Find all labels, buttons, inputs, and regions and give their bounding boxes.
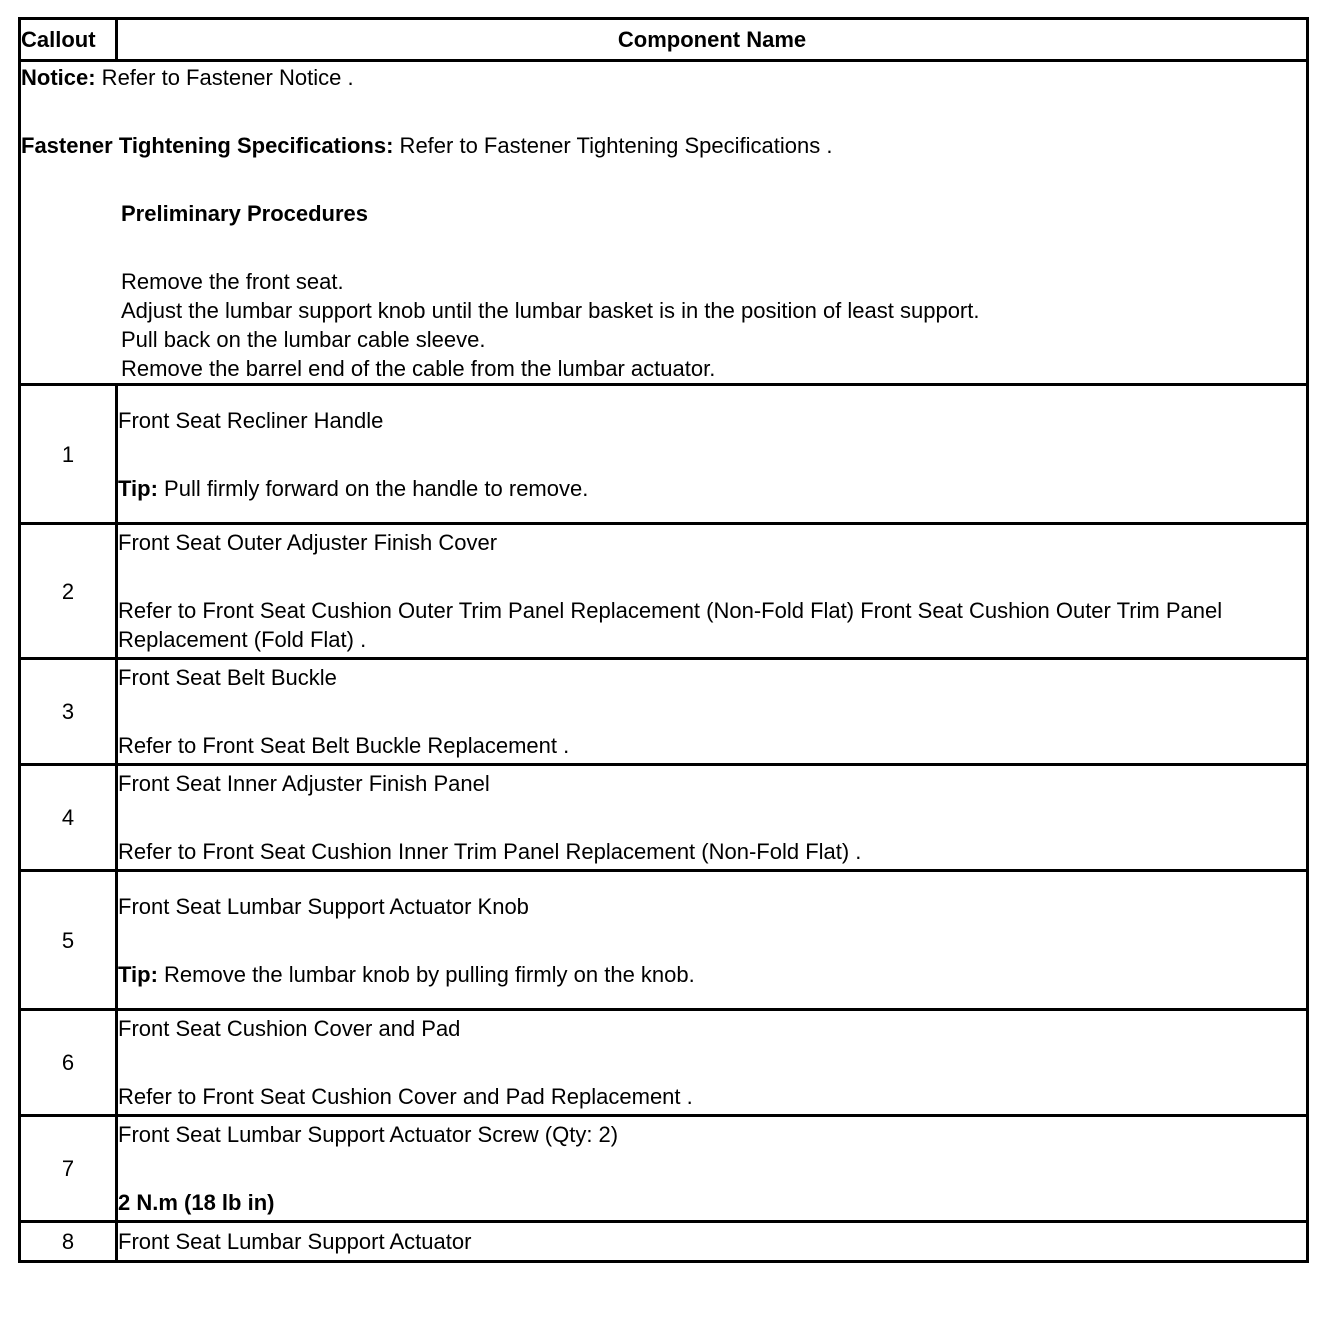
torque-spec: 2 N.m (18 lb in) (118, 1190, 275, 1215)
callout-number: 7 (20, 1116, 117, 1222)
notice-line (21, 63, 1306, 92)
component-detail: Refer to Front Seat Cushion Cover and Pad Replacement . (118, 1084, 693, 1109)
component-name: Front Seat Inner Adjuster Finish Panel (118, 771, 490, 796)
table-row (20, 385, 1308, 524)
component-name: Front Seat Lumbar Support Actuator Knob (118, 893, 529, 919)
table-row (20, 871, 1308, 1010)
component-cell (117, 871, 1308, 1010)
callout-number: 5 (20, 871, 117, 1010)
component-cell (117, 385, 1308, 524)
callout-number: 4 (20, 765, 117, 871)
callout-number: 6 (20, 1010, 117, 1116)
component-cell (117, 1116, 1308, 1222)
table-row (20, 765, 1308, 871)
notes-cell (20, 61, 1308, 385)
fastener-label: Fastener Tightening Specifications: (21, 132, 394, 158)
table-row (20, 659, 1308, 765)
step-item: Remove the front seat. (121, 268, 344, 294)
callout-number: 2 (20, 524, 117, 659)
table-header-row (20, 19, 1308, 61)
component-detail: Refer to Front Seat Belt Buckle Replacement . (118, 733, 570, 758)
table-row (20, 1222, 1308, 1262)
component-detail: Tip: Remove the lumbar knob by pulling firmly on the knob. (118, 961, 695, 987)
callout-number: 1 (20, 385, 117, 524)
table-row (20, 1116, 1308, 1222)
table-row (20, 524, 1308, 659)
tip-label: Tip: (118, 475, 158, 501)
component-cell (117, 524, 1308, 659)
component-cell (117, 659, 1308, 765)
notice-text: Refer to Fastener Notice . (95, 64, 354, 90)
fastener-text: Refer to Fastener Tightening Specifications . (393, 132, 833, 158)
component-cell (117, 1010, 1308, 1116)
component-cell (117, 1222, 1308, 1262)
component-detail: Tip: Pull firmly forward on the handle to remove. (118, 475, 589, 501)
callout-number: 8 (20, 1222, 117, 1262)
component-detail: Refer to Front Seat Cushion Inner Trim Panel Replacement (Non-Fold Flat) . (118, 839, 862, 864)
component-name: Front Seat Lumbar Support Actuator (118, 1229, 472, 1254)
step-item: Adjust the lumbar support knob until the lumbar basket is in the position of least support. (121, 297, 980, 323)
component-name: Front Seat Lumbar Support Actuator Screw (Qty: 2) (118, 1122, 619, 1147)
tip-label: Tip: (118, 961, 158, 987)
component-name: Front Seat Belt Buckle (118, 665, 337, 690)
preliminary-title: Preliminary Procedures (121, 200, 369, 226)
component-table (18, 17, 1309, 1263)
fastener-line (21, 131, 1306, 160)
component-name: Front Seat Cushion Cover and Pad (118, 1016, 461, 1041)
callout-column-header: Callout (20, 19, 117, 61)
step-item: Remove the barrel end of the cable from the lumbar actuator. (121, 355, 716, 381)
component-detail: Refer to Front Seat Cushion Outer Trim Panel Replacement (Non-Fold Flat) Front Seat Cushion Outer Trim Panel Replacement (Fold Flat) . (118, 598, 1223, 652)
step-item: Pull back on the lumbar cable sleeve. (121, 326, 486, 352)
component-column-header: Component Name (117, 19, 1308, 61)
table-row (20, 1010, 1308, 1116)
component-name: Front Seat Outer Adjuster Finish Cover (118, 530, 498, 555)
component-cell (117, 765, 1308, 871)
notice-label: Notice: (21, 64, 96, 90)
callout-number: 3 (20, 659, 117, 765)
notes-row (20, 61, 1308, 385)
component-name: Front Seat Recliner Handle (118, 407, 384, 433)
